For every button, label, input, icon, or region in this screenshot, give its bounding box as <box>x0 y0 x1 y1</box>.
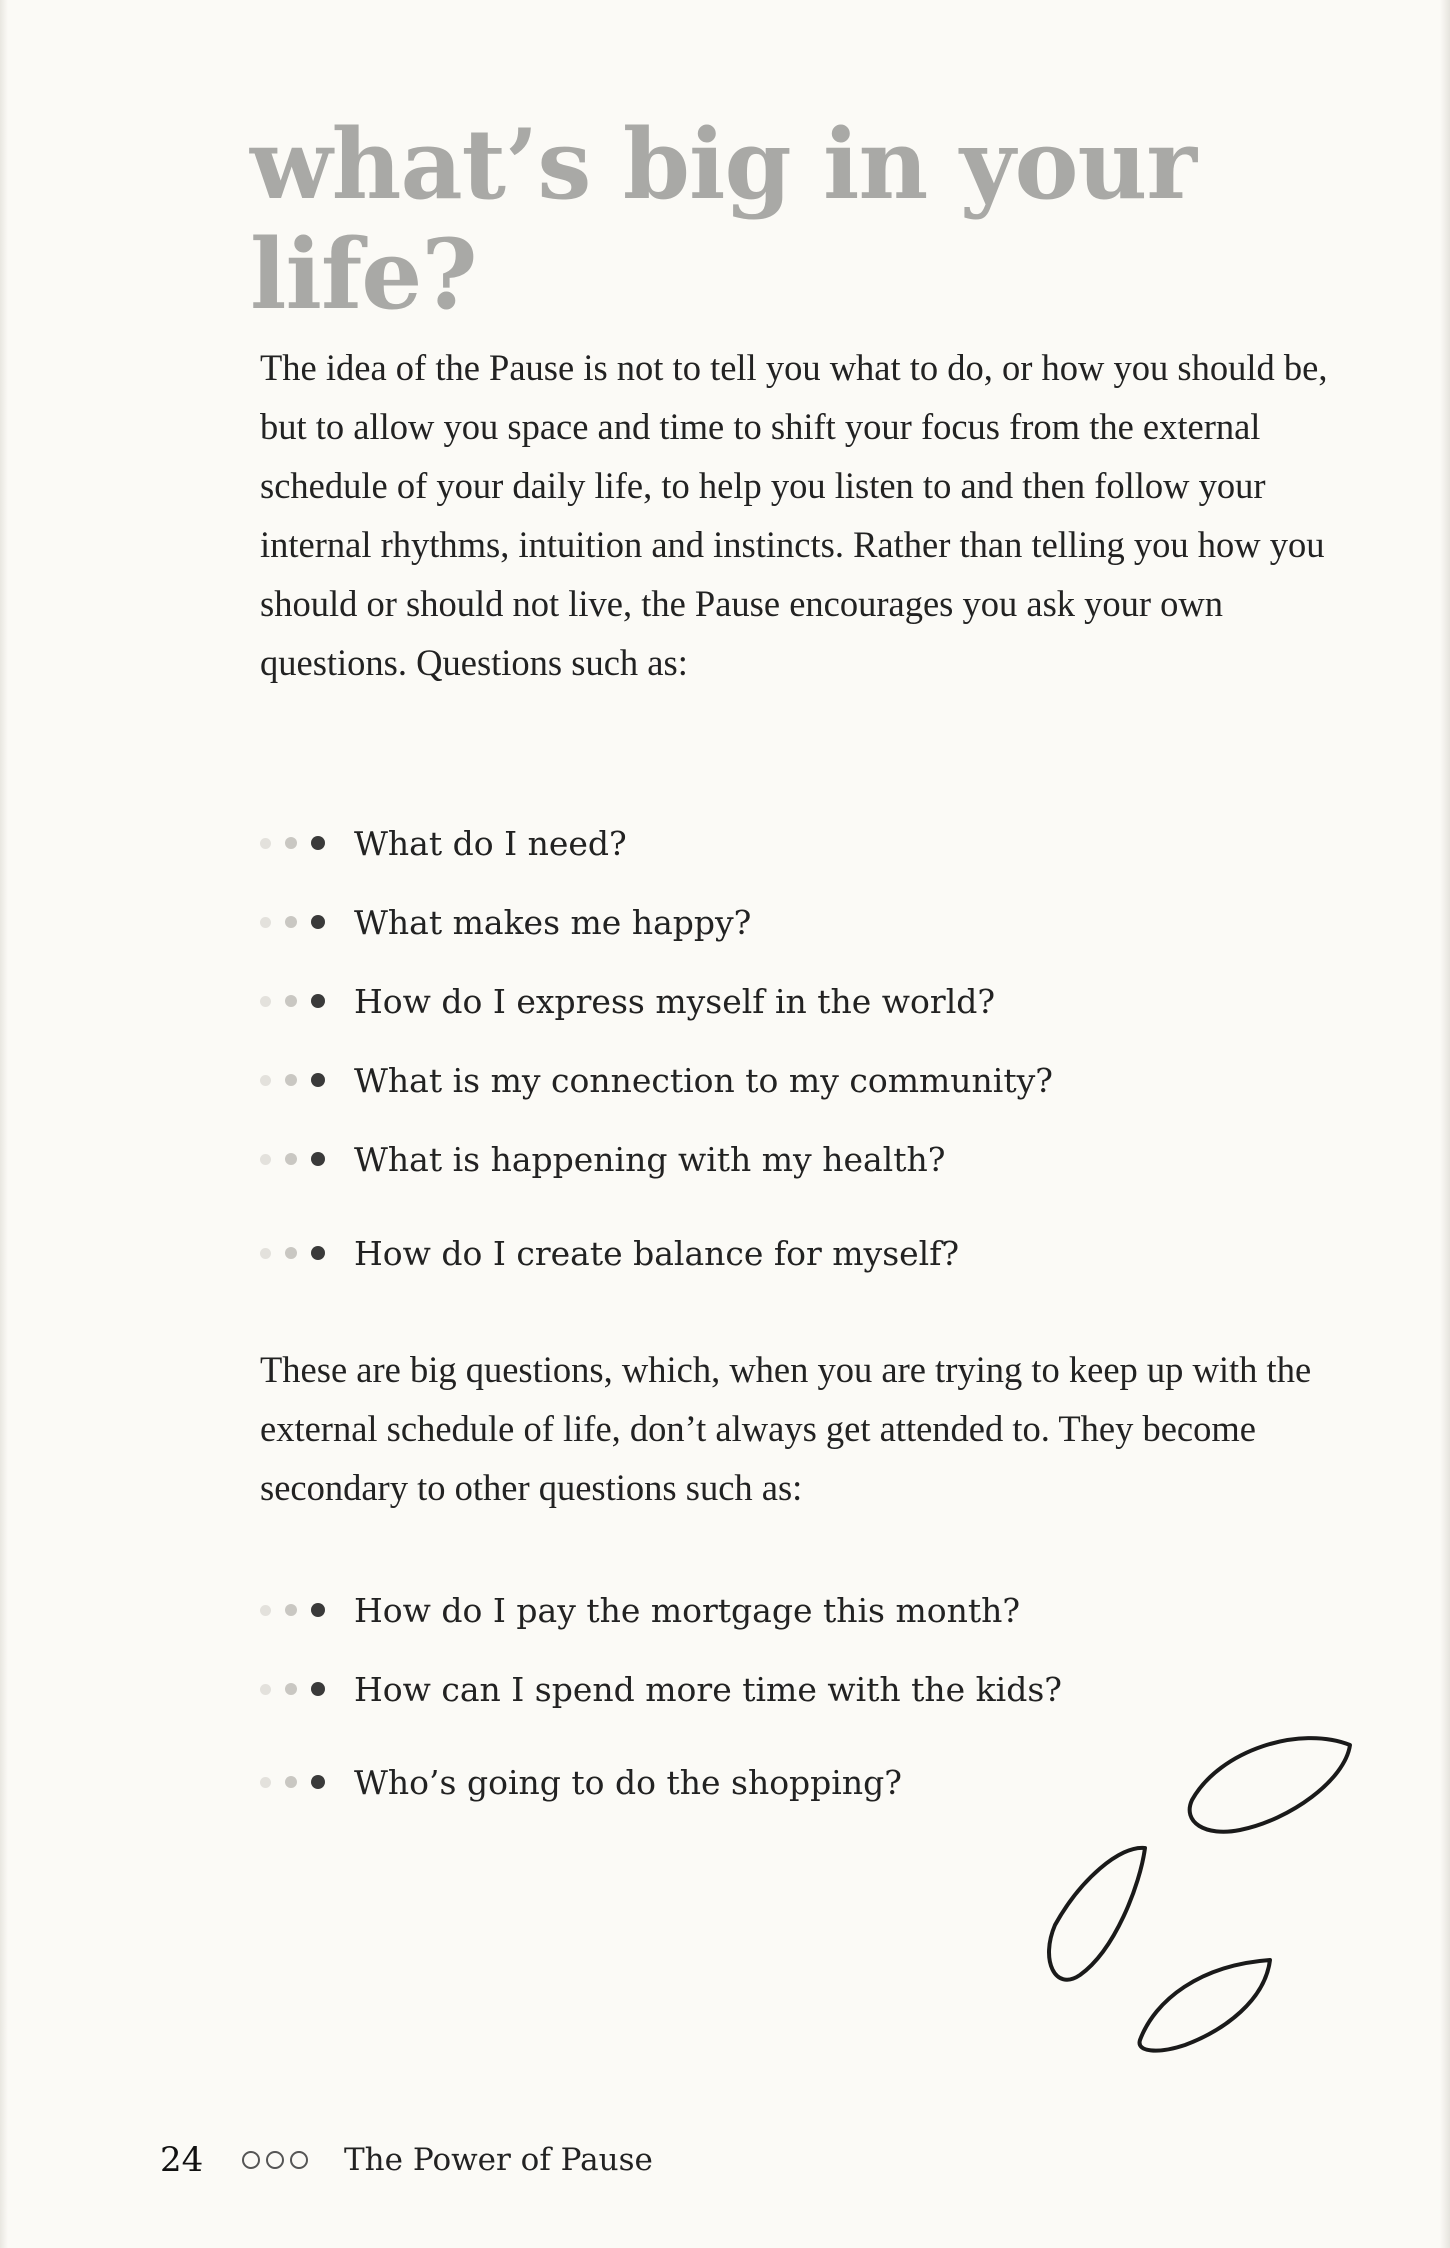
list-item-text: How do I express myself in the world? <box>354 981 996 1021</box>
triple-dot-bullet-icon <box>260 1152 354 1166</box>
triple-dot-bullet-icon <box>260 1775 354 1789</box>
list-item-text: How do I create balance for myself? <box>354 1233 960 1273</box>
list-item <box>260 1134 1260 1184</box>
list-item <box>260 1228 1260 1278</box>
list-item-text: Who’s going to do the shopping? <box>354 1762 902 1802</box>
list-item-text: What is my connection to my community? <box>354 1060 1053 1100</box>
three-circles-icon <box>242 2151 314 2169</box>
book-title: The Power of Pause <box>344 2142 653 2178</box>
triple-dot-bullet-icon <box>260 1073 354 1087</box>
list-item <box>260 897 1260 947</box>
list-item <box>260 818 1260 868</box>
list-item-text: How can I spend more time with the kids? <box>354 1669 1062 1709</box>
list-item-text: What makes me happy? <box>354 902 752 942</box>
list-item <box>260 1055 1260 1105</box>
page-footer <box>160 2140 653 2180</box>
triple-dot-bullet-icon <box>260 1246 354 1260</box>
triple-dot-bullet-icon <box>260 1603 354 1617</box>
list-item-text: What is happening with my health? <box>354 1139 946 1179</box>
page-edge-shadow-right <box>1440 0 1450 2248</box>
leaf-icon <box>1190 1738 1350 1832</box>
leaf-icon <box>1140 1960 1270 2051</box>
page-edge-shadow-left <box>0 0 8 2248</box>
list-item <box>260 1585 1260 1635</box>
triple-dot-bullet-icon <box>260 994 354 1008</box>
list-item-text: What do I need? <box>354 823 627 863</box>
list-item <box>260 976 1260 1026</box>
page-title: what’s big in your life? <box>250 108 1196 331</box>
second-paragraph: These are big questions, which, when you are trying to keep up with the external schedule of life, don’t always get attended to. They become secondary to other questions such as: <box>260 1349 1312 1508</box>
leaf-illustration <box>920 1670 1380 2070</box>
leaf-icon <box>1049 1848 1145 1980</box>
triple-dot-bullet-icon <box>260 915 354 929</box>
triple-dot-bullet-icon <box>260 1682 354 1696</box>
page-number: 24 <box>160 2140 204 2180</box>
triple-dot-bullet-icon <box>260 836 354 850</box>
intro-paragraph: The idea of the Pause is not to tell you what to do, or how you should be, but to allow you space and time to shift your focus from the external schedule of your daily life, to help you listen to and then follow your internal rhythms, intuition and instincts. Rather than telling you how you should or should not live, the Pause encourages you ask your own questions. Questions such as: <box>260 347 1328 683</box>
list-item-text: How do I pay the mortgage this month? <box>354 1590 1021 1630</box>
